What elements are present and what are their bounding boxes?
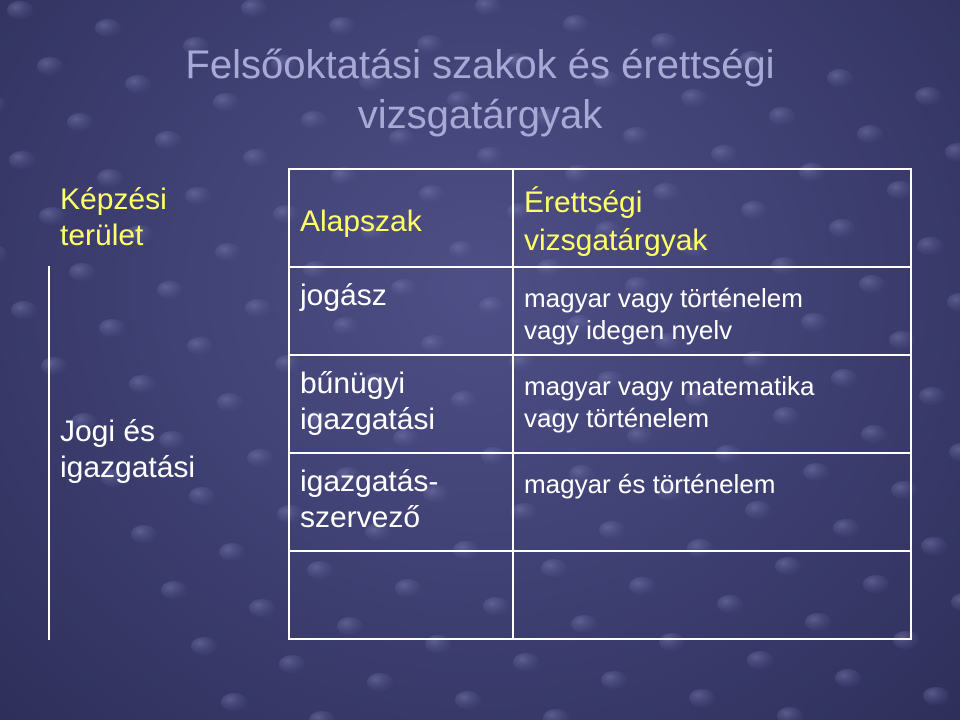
- background-dot: [245, 299, 271, 317]
- background-dot: [241, 0, 267, 17]
- background-dot: [129, 375, 155, 393]
- table-row: [289, 453, 911, 551]
- background-dot: [131, 525, 157, 543]
- background-dot: [247, 449, 273, 467]
- background-dot: [329, 17, 355, 35]
- targy-cell: [513, 267, 911, 355]
- background-dot: [243, 149, 269, 167]
- szak-line-2: igazgatási: [300, 403, 436, 436]
- background-dot: [9, 151, 35, 169]
- area-line-2: igazgatási: [60, 451, 196, 484]
- szak-line-2: szervező: [300, 501, 421, 534]
- left-column-area: [60, 414, 195, 486]
- background-dot: [219, 543, 245, 561]
- title-line-1: Felsőoktatási szakok és érettségi: [185, 43, 775, 87]
- targy-cell-empty: [513, 551, 911, 639]
- background-dot: [513, 653, 539, 671]
- background-dot: [187, 337, 213, 355]
- background-dot: [189, 487, 215, 505]
- background-dot: [95, 19, 121, 37]
- background-dot: [711, 145, 737, 163]
- targy-line-1: magyar vagy matematika: [524, 371, 815, 401]
- background-dot: [215, 243, 241, 261]
- background-dot: [921, 537, 947, 555]
- background-dot: [563, 15, 589, 33]
- szak-line-1: igazgatás-: [300, 465, 439, 498]
- szak-cell: [289, 355, 513, 453]
- left-header-line-1: Képzési: [60, 183, 167, 216]
- szak-line-1: jogász: [300, 279, 387, 312]
- background-dot: [945, 143, 960, 161]
- left-column-divider: [48, 266, 50, 640]
- title-line-2: vizsgatárgyak: [357, 93, 603, 137]
- background-dot: [11, 301, 37, 319]
- background-dot: [475, 0, 501, 15]
- background-dot: [7, 1, 33, 19]
- slide-title: [0, 40, 960, 140]
- targy-cell: [513, 453, 911, 551]
- table-row-empty: [289, 551, 911, 639]
- subjects-table: [288, 168, 912, 640]
- background-dot: [477, 147, 503, 165]
- background-dot: [221, 693, 247, 711]
- background-dot: [309, 711, 335, 720]
- targy-line-1: magyar és történelem: [524, 469, 776, 499]
- targy-cell: [513, 355, 911, 453]
- background-dot: [367, 673, 393, 691]
- background-dot: [99, 319, 125, 337]
- background-dot: [923, 687, 949, 705]
- background-dot: [747, 651, 773, 669]
- background-dot: [161, 581, 187, 599]
- left-header-line-2: terület: [60, 219, 144, 252]
- background-dot: [949, 443, 960, 461]
- background-dot: [601, 671, 627, 689]
- szak-cell-empty: [289, 551, 513, 639]
- background-dot: [919, 387, 945, 405]
- background-dot: [689, 689, 715, 707]
- background-dot: [951, 593, 960, 611]
- left-column-header: [60, 182, 167, 254]
- background-dot: [947, 293, 960, 311]
- background-dot: [777, 707, 803, 720]
- background-dot: [157, 281, 183, 299]
- targy-line-2: vagy idegen nyelv: [524, 315, 733, 345]
- background-dot: [543, 709, 569, 720]
- background-dot: [185, 187, 211, 205]
- szak-line-1: bűnügyi: [300, 367, 406, 400]
- table-row: [289, 267, 911, 355]
- szak-cell: [289, 267, 513, 355]
- background-dot: [249, 599, 275, 617]
- targy-line-1: magyar vagy történelem: [524, 283, 803, 313]
- table-header-row: [289, 169, 911, 267]
- background-dot: [217, 393, 243, 411]
- header-cell-alapszak: [289, 169, 513, 267]
- szak-cell: [289, 453, 513, 551]
- header-erettsegi-line-2: vizsgatárgyak: [524, 224, 708, 257]
- background-dot: [455, 691, 481, 709]
- background-dot: [191, 637, 217, 655]
- area-line-1: Jogi és: [60, 415, 156, 448]
- background-dot: [279, 655, 305, 673]
- background-dot: [41, 357, 67, 375]
- targy-line-2: vagy történelem: [524, 403, 709, 433]
- header-cell-erettsegi: [513, 169, 911, 267]
- background-dot: [69, 263, 95, 281]
- background-dot: [835, 669, 861, 687]
- header-alapszak: Alapszak: [300, 205, 422, 238]
- background-dot: [0, 245, 7, 263]
- table-row: [289, 355, 911, 453]
- background-dot: [917, 237, 943, 255]
- header-erettsegi-line-1: Érettségi: [524, 186, 643, 219]
